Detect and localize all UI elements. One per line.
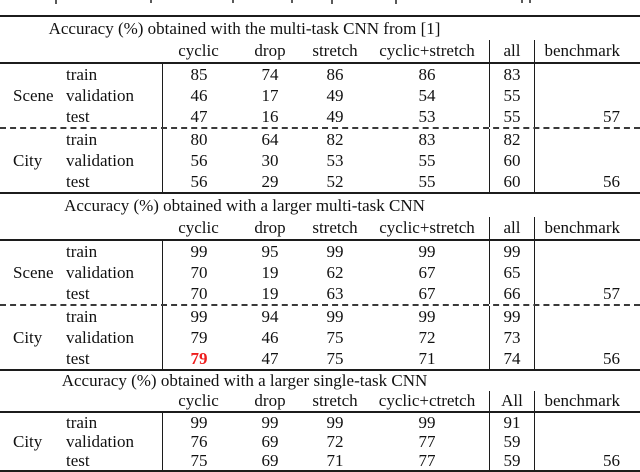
row-label: train xyxy=(66,307,98,326)
cell-stretch: 72 xyxy=(326,432,344,451)
cell-drop: 46 xyxy=(261,328,279,347)
col-header-cyclic-stretch: cyclic+ctretch xyxy=(378,391,476,410)
cell-all: 60 xyxy=(489,150,534,171)
cell-all: 59 xyxy=(489,451,534,470)
cell-drop: 64 xyxy=(261,130,279,149)
table-row xyxy=(0,64,640,85)
cell-cyclic-stretch: 55 xyxy=(418,172,436,191)
cropped-text-fragment xyxy=(55,0,57,4)
cell-benchmark xyxy=(534,150,640,171)
cell-cyclic-stretch: 55 xyxy=(418,151,436,170)
cell-cyclic: 99 xyxy=(162,241,235,262)
row-label: test xyxy=(66,284,90,303)
cell-cyclic: 46 xyxy=(162,85,235,106)
cell-drop: 47 xyxy=(261,349,279,368)
cell-cyclic: 99 xyxy=(162,306,235,327)
row-label: train xyxy=(66,65,98,84)
cell-all: 83 xyxy=(489,64,534,85)
cell-drop: 30 xyxy=(261,151,279,170)
cell-cyclic-stretch: 99 xyxy=(418,307,436,326)
cell-benchmark: 56 xyxy=(534,451,640,470)
cell-stretch: 82 xyxy=(326,130,344,149)
cell-all: 82 xyxy=(489,129,534,150)
col-header-cyclic: cyclic xyxy=(178,218,219,237)
cell-drop: 95 xyxy=(261,242,279,261)
cell-cyclic: 70 xyxy=(162,262,235,283)
table-row xyxy=(0,150,640,171)
group-label-scene: Scene xyxy=(13,86,54,105)
cell-cyclic-stretch: 77 xyxy=(418,451,436,470)
col-header-drop: drop xyxy=(254,391,286,410)
cropped-text-fragment xyxy=(395,0,397,4)
row-label: validation xyxy=(66,432,134,451)
cell-drop: 69 xyxy=(261,451,279,470)
row-label: test xyxy=(66,172,90,191)
row-label: train xyxy=(66,242,98,261)
cell-stretch: 71 xyxy=(326,451,344,470)
cell-benchmark xyxy=(534,241,640,262)
table-row xyxy=(0,262,640,283)
cell-cyclic: 47 xyxy=(162,106,235,127)
table-row xyxy=(0,85,640,106)
cropped-text-fragment xyxy=(150,0,152,3)
cell-all: 66 xyxy=(489,283,534,304)
header-row xyxy=(0,40,640,62)
table-larger-multitask-cnn xyxy=(0,194,640,371)
cell-cyclic: 85 xyxy=(162,64,235,85)
cropped-text-fragment xyxy=(291,0,293,3)
cell-cyclic-stretch: 71 xyxy=(418,349,436,368)
cell-cyclic: 56 xyxy=(162,171,235,192)
table-row xyxy=(0,432,640,451)
cell-cyclic-stretch: 54 xyxy=(418,86,436,105)
cell-drop: 16 xyxy=(261,107,279,126)
col-header-drop: drop xyxy=(254,218,286,237)
cell-stretch: 99 xyxy=(326,413,344,432)
cell-stretch: 75 xyxy=(326,349,344,368)
cell-cyclic-stretch: 99 xyxy=(418,413,436,432)
row-label: validation xyxy=(66,86,134,105)
col-header-all: all xyxy=(489,40,534,62)
cell-benchmark xyxy=(534,262,640,283)
row-label: validation xyxy=(66,263,134,282)
cell-cyclic: 79 xyxy=(162,327,235,348)
row-label: test xyxy=(66,349,90,368)
cell-benchmark: 56 xyxy=(534,348,640,369)
group-label-city: City xyxy=(13,432,43,451)
table-row xyxy=(0,129,640,150)
cell-all: 59 xyxy=(489,432,534,451)
cell-drop: 17 xyxy=(261,86,279,105)
cell-cyclic-highlighted: 79 xyxy=(162,348,235,369)
table-row xyxy=(0,283,640,304)
cell-cyclic: 56 xyxy=(162,150,235,171)
cropped-text-fragment xyxy=(529,0,531,3)
col-header-all: All xyxy=(489,391,534,411)
group-label-city: City xyxy=(13,151,43,170)
cell-cyclic-stretch: 77 xyxy=(418,432,436,451)
cell-all: 91 xyxy=(489,413,534,432)
row-label: test xyxy=(66,451,90,470)
cell-benchmark: 57 xyxy=(534,283,640,304)
cell-benchmark: 57 xyxy=(534,106,640,127)
group-label-scene: Scene xyxy=(13,263,54,282)
cell-all: 65 xyxy=(489,262,534,283)
cell-drop: 19 xyxy=(261,263,279,282)
cell-benchmark xyxy=(534,306,640,327)
cell-cyclic-stretch: 86 xyxy=(418,65,436,84)
cell-all: 73 xyxy=(489,327,534,348)
cell-cyclic-stretch: 53 xyxy=(418,107,436,126)
row-label: test xyxy=(66,107,90,126)
cell-cyclic-stretch: 72 xyxy=(418,328,436,347)
cropped-text-fragment xyxy=(331,0,333,4)
cell-stretch: 99 xyxy=(326,242,344,261)
table-title: Accuracy (%) obtained with a larger multi-task CNN xyxy=(64,196,425,215)
cell-benchmark xyxy=(534,432,640,451)
cropped-text-fragment xyxy=(521,0,523,3)
table-row xyxy=(0,106,640,127)
col-header-cyclic-stretch: cyclic+stretch xyxy=(379,41,475,60)
row-label: validation xyxy=(66,151,134,170)
cell-drop: 29 xyxy=(261,172,279,191)
cell-stretch: 63 xyxy=(326,284,344,303)
col-header-stretch: stretch xyxy=(312,391,358,410)
cell-stretch: 52 xyxy=(326,172,344,191)
col-header-drop: drop xyxy=(254,41,286,60)
cell-stretch: 53 xyxy=(326,151,344,170)
col-header-cyclic: cyclic xyxy=(178,41,219,60)
cell-stretch: 49 xyxy=(326,107,344,126)
cell-benchmark xyxy=(534,413,640,432)
row-label: train xyxy=(66,413,98,432)
table-row xyxy=(0,327,640,348)
table-row xyxy=(0,306,640,327)
col-header-benchmark: benchmark xyxy=(534,217,640,239)
col-header-stretch: stretch xyxy=(312,218,358,237)
cell-cyclic-stretch: 83 xyxy=(418,130,436,149)
cell-benchmark xyxy=(534,129,640,150)
cropped-text-fragment xyxy=(232,0,234,3)
cell-cyclic: 70 xyxy=(162,283,235,304)
cell-cyclic: 75 xyxy=(162,451,235,470)
table-larger-singletask-cnn xyxy=(0,371,640,472)
table-row xyxy=(0,171,640,192)
cell-cyclic: 80 xyxy=(162,129,235,150)
table-row xyxy=(0,241,640,262)
group-label-city: City xyxy=(13,328,43,347)
table-row xyxy=(0,413,640,432)
row-label: train xyxy=(66,130,98,149)
cell-benchmark xyxy=(534,85,640,106)
cell-all: 55 xyxy=(489,106,534,127)
table-title: Accuracy (%) obtained with the multi-task CNN from [1] xyxy=(48,19,441,38)
cell-cyclic-stretch: 67 xyxy=(418,284,436,303)
col-header-cyclic: cyclic xyxy=(178,391,219,410)
cell-all: 99 xyxy=(489,306,534,327)
cell-stretch: 62 xyxy=(326,263,344,282)
cell-cyclic-stretch: 67 xyxy=(418,263,436,282)
cell-cyclic: 76 xyxy=(162,432,235,451)
table-title: Accuracy (%) obtained with a larger single-task CNN xyxy=(61,371,428,390)
cell-benchmark xyxy=(534,64,640,85)
col-header-stretch: stretch xyxy=(312,41,358,60)
cell-cyclic: 99 xyxy=(162,413,235,432)
cell-all: 60 xyxy=(489,171,534,192)
cell-cyclic-stretch: 99 xyxy=(418,242,436,261)
table-row xyxy=(0,451,640,470)
col-header-cyclic-stretch: cyclic+stretch xyxy=(379,218,475,237)
col-header-benchmark: benchmark xyxy=(534,391,640,411)
cell-benchmark xyxy=(534,327,640,348)
cell-all: 99 xyxy=(489,241,534,262)
col-header-all: all xyxy=(489,217,534,239)
header-row xyxy=(0,217,640,239)
cell-all: 74 xyxy=(489,348,534,369)
table-row xyxy=(0,348,640,369)
cell-drop: 19 xyxy=(261,284,279,303)
cell-stretch: 99 xyxy=(326,307,344,326)
cell-stretch: 86 xyxy=(326,65,344,84)
col-header-benchmark: benchmark xyxy=(534,40,640,62)
cell-drop: 94 xyxy=(261,307,279,326)
cell-stretch: 75 xyxy=(326,328,344,347)
cell-drop: 99 xyxy=(261,413,279,432)
cell-benchmark: 56 xyxy=(534,171,640,192)
row-label: validation xyxy=(66,328,134,347)
table-multitask-cnn-from-1 xyxy=(0,15,640,194)
cell-drop: 74 xyxy=(261,65,279,84)
cell-drop: 69 xyxy=(261,432,279,451)
header-row xyxy=(0,391,640,411)
cell-stretch: 49 xyxy=(326,86,344,105)
paper-tables xyxy=(0,15,640,472)
cell-all: 55 xyxy=(489,85,534,106)
